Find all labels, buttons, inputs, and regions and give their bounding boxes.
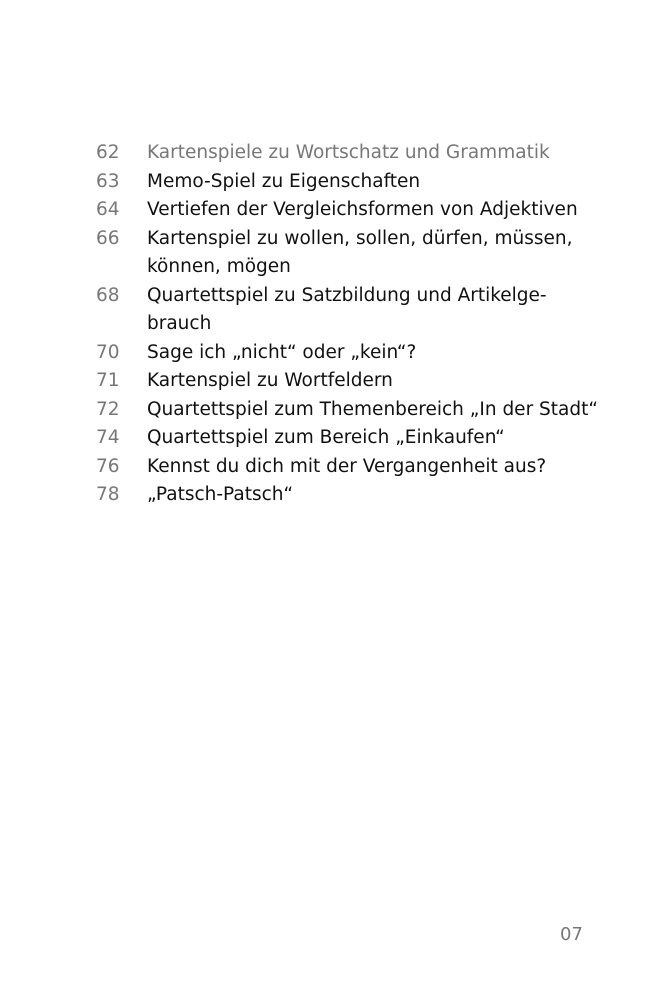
toc-page-number: 62 bbox=[96, 142, 120, 163]
toc-entry-title: Vertiefen der Vergleichsformen von Adjektiven bbox=[147, 199, 578, 220]
toc-entry bbox=[96, 367, 616, 396]
page-number: 07 bbox=[560, 924, 583, 945]
toc-page-number: 64 bbox=[96, 199, 120, 220]
toc-entry bbox=[96, 453, 616, 482]
toc-entry bbox=[96, 424, 616, 453]
toc-entry bbox=[96, 481, 616, 510]
toc-entry bbox=[96, 168, 616, 197]
toc-page-number: 74 bbox=[96, 427, 120, 448]
toc-entry-title: Kennst du dich mit der Vergangenheit aus? bbox=[147, 455, 547, 477]
toc-entry bbox=[96, 282, 616, 339]
toc-page-number: 63 bbox=[96, 170, 120, 192]
toc-page-number: 71 bbox=[96, 370, 120, 391]
toc-entry-title: Quartettspiel zum Themenbereich „In der Stadt“ bbox=[147, 398, 598, 420]
toc-entry-title: Sage ich „nicht“ oder „kein“? bbox=[147, 341, 417, 363]
toc-section-heading: Kartenspiele zu Wortschatz und Grammatik bbox=[147, 142, 550, 163]
toc-page-number: 66 bbox=[96, 227, 120, 249]
toc-entry-title: Quartettspiel zum Bereich „Einkaufen“ bbox=[147, 427, 505, 448]
toc-entry bbox=[96, 196, 616, 225]
toc-entry bbox=[96, 225, 616, 282]
toc-page-number: 78 bbox=[96, 484, 120, 505]
toc-entry-title: Kartenspiel zu Wortfeldern bbox=[147, 370, 393, 391]
table-of-contents bbox=[96, 139, 616, 510]
toc-entry-title: Memo-Spiel zu Eigenschaften bbox=[147, 170, 421, 192]
toc-entry-title: „Patsch-Patsch“ bbox=[147, 484, 294, 505]
toc-page-number: 68 bbox=[96, 284, 120, 306]
toc-entry bbox=[96, 396, 616, 425]
toc-entry-title: Quartettspiel zu Satzbildung und Artikelge- brauch bbox=[147, 284, 547, 334]
toc-entry bbox=[96, 139, 616, 168]
toc-page-number: 76 bbox=[96, 455, 120, 477]
toc-entry-title: Kartenspiel zu wollen, sollen, dürfen, müssen, können, mögen bbox=[147, 227, 573, 277]
toc-entry bbox=[96, 339, 616, 368]
toc-page-number: 72 bbox=[96, 398, 120, 420]
toc-page-number: 70 bbox=[96, 341, 120, 363]
